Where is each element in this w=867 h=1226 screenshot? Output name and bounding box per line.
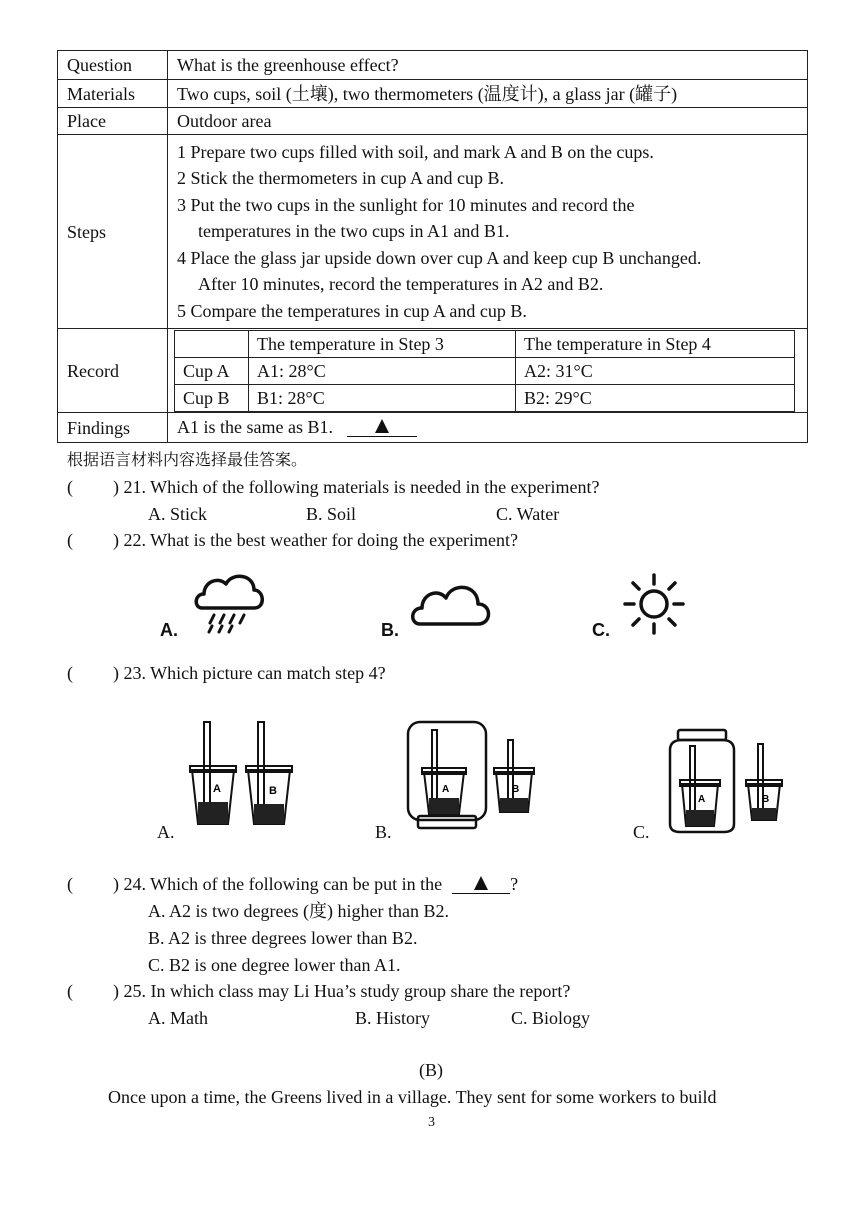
record-value: B2: 29°C	[516, 384, 795, 411]
record-value: A1: 28°C	[249, 357, 516, 384]
step-line: 5 Compare the temperatures in cup A and cup B.	[177, 300, 527, 321]
question-23-text: ) 23. Which picture can match step 4?	[113, 663, 386, 683]
place-label: Place	[58, 108, 168, 135]
step-line: 3 Put the two cups in the sunlight for 10 minutes and record the	[177, 194, 635, 215]
q21-option-b: B. Soil	[306, 504, 357, 524]
record-value: A2: 31°C	[516, 357, 795, 384]
steps-label: Steps	[58, 135, 168, 329]
q23-option-c-label: C.	[633, 822, 650, 842]
q22-option-a-label: A.	[160, 620, 178, 640]
answer-paren: (	[67, 530, 73, 550]
record-cup: Cup B	[175, 384, 249, 411]
record-value: B1: 28°C	[249, 384, 516, 411]
step-line: After 10 minutes, record the temperatures in A2 and B2.	[198, 274, 604, 295]
rain-cloud-icon	[192, 568, 268, 634]
question-label: Question	[58, 51, 168, 80]
cup-a-letter: A	[442, 784, 450, 795]
findings-label: Findings	[58, 413, 168, 443]
q24-option-a: A. A2 is two degrees (度) higher than B2.	[148, 901, 449, 921]
answer-paren: (	[67, 477, 73, 497]
triangle-icon	[474, 876, 488, 890]
section-b-heading: (B)	[419, 1060, 443, 1080]
record-cell	[168, 329, 808, 413]
q25-option-c: C. Biology	[511, 1008, 591, 1028]
cup-b-letter: B	[762, 794, 770, 805]
glass-jar-icon	[662, 726, 790, 834]
record-header-step3: The temperature in Step 3	[249, 330, 516, 357]
q25-option-b: B. History	[355, 1008, 431, 1028]
steps-list	[168, 135, 808, 329]
record-label: Record	[58, 329, 168, 413]
cup-a-letter: A	[213, 783, 221, 795]
instruction: 根据语言材料内容选择最佳答案。	[67, 450, 308, 469]
cup-b-letter: B	[269, 785, 277, 797]
record-table	[174, 330, 795, 412]
question-21	[67, 478, 600, 496]
question-24-end: ?	[510, 874, 519, 894]
question-text: What is the greenhouse effect?	[168, 51, 808, 80]
answer-paren: (	[67, 663, 73, 683]
answer-blank	[347, 418, 417, 437]
answer-blank	[452, 875, 510, 894]
q24-option-c: C. B2 is one degree lower than A1.	[148, 955, 401, 975]
question-25-text: ) 25. In which class may Li Hua’s study group share the report?	[113, 981, 571, 1001]
cup-a-letter: A	[698, 794, 706, 805]
step-line: temperatures in the two cups in A1 and B1.	[198, 221, 510, 242]
q21-option-a: A. Stick	[148, 504, 208, 524]
record-cup: Cup A	[175, 357, 249, 384]
question-24-text: ) 24. Which of the following can be put in the	[113, 874, 443, 894]
question-23	[67, 664, 386, 682]
question-24	[67, 875, 518, 894]
step-line: 2 Stick the thermometers in cup A and cup B.	[177, 168, 504, 189]
page-number: 3	[428, 1115, 435, 1130]
materials-text: Two cups, soil (土壤), two thermometers (温度计), a glass jar (罐子)	[168, 80, 808, 108]
findings-cell	[168, 413, 808, 443]
answer-paren: (	[67, 874, 73, 894]
q22-option-b-label: B.	[381, 620, 399, 640]
thermometer-cup-icon	[186, 718, 300, 830]
glass-jar-icon	[404, 716, 538, 832]
experiment-table	[57, 50, 808, 443]
step-line: 1 Prepare two cups filled with soil, and mark A and B on the cups.	[177, 141, 654, 162]
q21-option-c: C. Water	[496, 504, 560, 524]
q24-option-b: B. A2 is three degrees lower than B2.	[148, 928, 418, 948]
q23-option-a-label: A.	[157, 822, 175, 842]
triangle-icon	[375, 419, 389, 433]
section-b-text: Once upon a time, the Greens lived in a village. They sent for some workers to build	[108, 1087, 717, 1107]
cloud-icon	[410, 578, 494, 628]
sun-icon	[622, 572, 686, 636]
q25-option-a: A. Math	[148, 1008, 208, 1028]
findings-text: A1 is the same as B1.	[177, 417, 333, 437]
question-22	[67, 531, 518, 549]
q22-option-c-label: C.	[592, 620, 610, 640]
question-22-text: ) 22. What is the best weather for doing the experiment?	[113, 530, 519, 550]
answer-paren: (	[67, 981, 73, 1001]
cup-b-letter: B	[512, 784, 520, 795]
step-line: 4 Place the glass jar upside down over cup A and keep cup B unchanged.	[177, 247, 702, 268]
place-text: Outdoor area	[168, 108, 808, 135]
question-25	[67, 982, 570, 1000]
q23-option-b-label: B.	[375, 822, 392, 842]
materials-label: Materials	[58, 80, 168, 108]
question-21-text: ) 21. Which of the following materials is needed in the experiment?	[113, 477, 600, 497]
record-header-step4: The temperature in Step 4	[516, 330, 795, 357]
